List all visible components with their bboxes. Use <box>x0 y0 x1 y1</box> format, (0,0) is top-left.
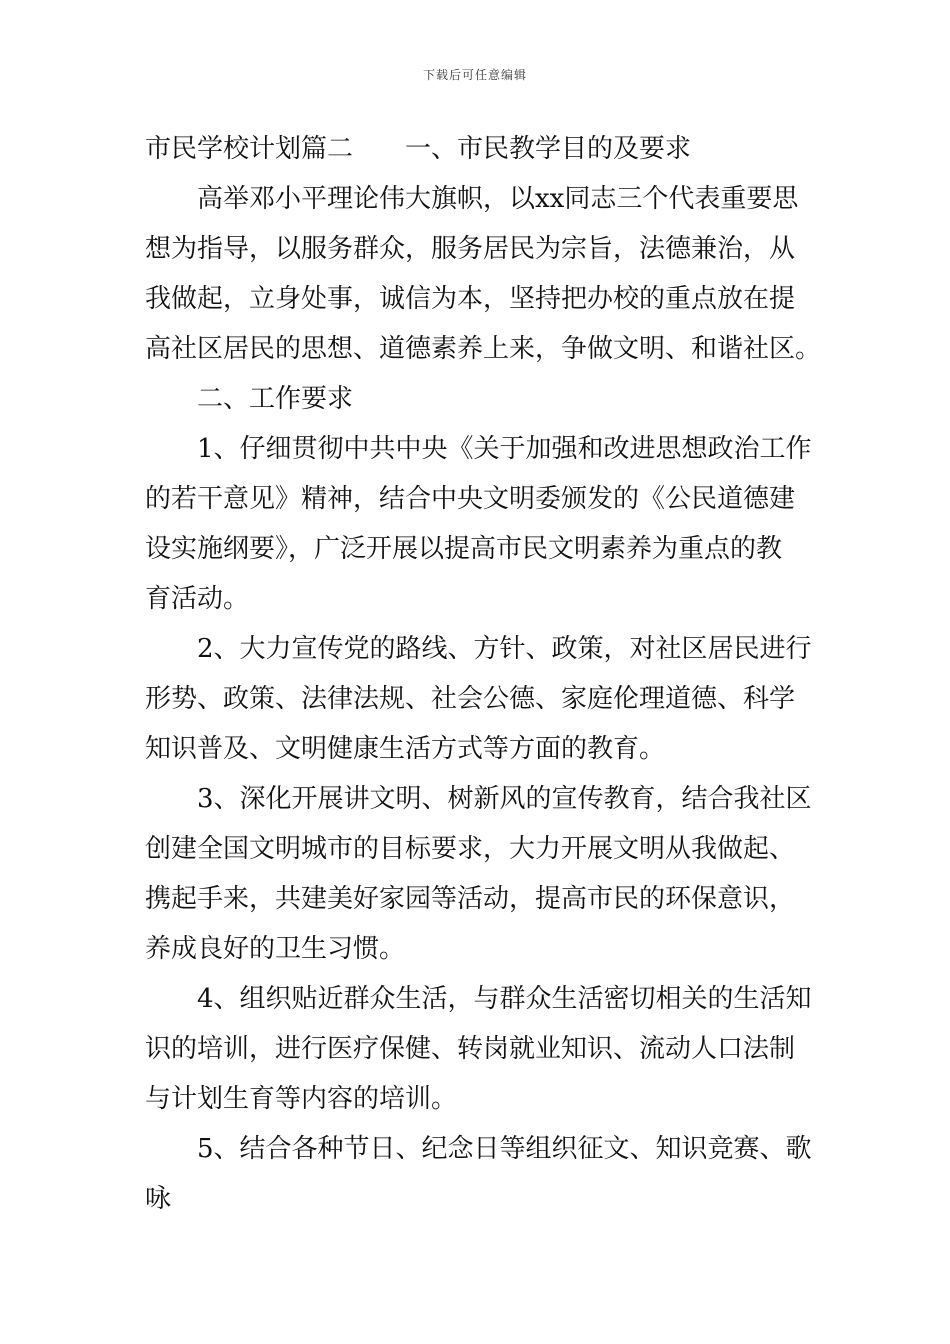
text-line: 4、组织贴近群众生活，与群众生活密切相关的生活知 <box>197 984 812 1014</box>
text-line: 3、深化开展讲文明、树新风的宣传教育，结合我社区 <box>197 784 812 814</box>
text-line: 设实施纲要》，广泛开展以提高市民文明素养为重点的教 <box>145 534 783 564</box>
text-line: 高举邓小平理论伟大旗帜，以xx同志三个代表重要思 <box>197 184 799 214</box>
document-title-line <box>145 124 810 174</box>
text-line: 高社区居民的思想、道德素养上来，争做文明、和谐社区。 <box>145 334 822 364</box>
text-line: 想为指导，以服务群众，服务居民为宗旨，法德兼治，从 <box>145 234 796 264</box>
document-title: 市民学校计划篇二 <box>145 134 354 164</box>
document-body <box>145 124 822 1224</box>
section-heading-2: 二、工作要求 <box>197 384 354 414</box>
text-line: 识的培训，进行医疗保健、转岗就业知识、流动人口法制 <box>145 1034 796 1064</box>
text-line: 养成良好的卫生习惯。 <box>145 934 406 964</box>
text-line: 形势、政策、法律法规、社会公德、家庭伦理道德、科学 <box>145 684 796 714</box>
text-line: 1、仔细贯彻中共中央《关于加强和改进思想政治工作 <box>197 434 812 464</box>
text-line: 5、结合各种节日、纪念日等组织征文、知识竞赛、歌 <box>197 1134 812 1164</box>
text-line: 我做起，立身处事，诚信为本，坚持把办校的重点放在提 <box>145 284 796 314</box>
text-line: 与计划生育等内容的培训。 <box>145 1084 458 1114</box>
text-line: 咏 <box>145 1184 172 1214</box>
text-line: 的若干意见》精神，结合中央文明委颁发的《公民道德建 <box>145 484 796 514</box>
header-note: 下载后可任意编辑 <box>422 68 527 82</box>
text-line: 知识普及、文明健康生活方式等方面的教育。 <box>145 734 666 764</box>
text-line: 携起手来，共建美好家园等活动，提高市民的环保意识， <box>145 884 796 914</box>
section-heading-1: 一、市民教学目的及要求 <box>405 134 692 164</box>
text-line: 创建全国文明城市的目标要求，大力开展文明从我做起、 <box>145 834 796 864</box>
text-line: 2、大力宣传党的路线、方针、政策，对社区居民进行 <box>197 634 812 664</box>
text-line: 育活动。 <box>145 584 250 614</box>
